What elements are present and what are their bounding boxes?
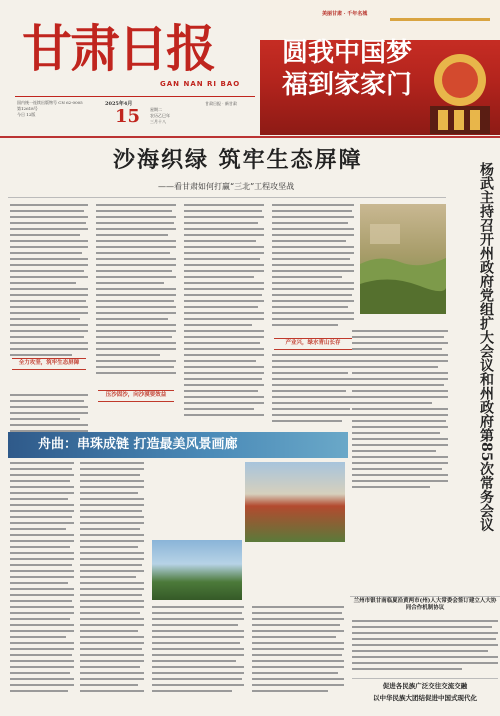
section-label	[98, 390, 174, 402]
story-headline: 以中华民族大团结促进中国式现代化	[373, 694, 477, 702]
lead-body-col	[272, 354, 354, 444]
lead-body-col	[10, 204, 88, 444]
site-name: 甘肃日报 · 新甘肃	[205, 101, 237, 106]
weekday: 星期二	[150, 107, 162, 112]
lunar-date: 农历乙巳年	[150, 113, 170, 118]
dateline-row	[15, 96, 255, 135]
story-headline: 促进各民族广泛交往交流交融	[382, 682, 468, 690]
lead-subhead: ——看甘肃如何打赢“三北”工程攻坚战	[158, 182, 295, 191]
section-label-text: 压沙固沙，向沙漠要效益	[105, 392, 167, 398]
paper-info-line: 今日 12版	[17, 112, 36, 117]
lantern-illustration	[420, 40, 500, 135]
section-label-text: 产业兴，绿水青山长存	[285, 340, 341, 346]
section-label-text: 全力攻坚，筑牢生态屏障	[18, 360, 80, 366]
banner-top-text: 美丽甘肃 · 千年名城	[322, 11, 368, 17]
feature-body	[10, 462, 146, 712]
feature-band	[8, 432, 348, 458]
section-label	[12, 358, 86, 370]
banner-sub-text: 福到家家门	[282, 70, 413, 100]
date-day: 15	[115, 106, 141, 127]
lead-body-col	[96, 204, 176, 384]
lead-photo	[360, 204, 446, 314]
banner-ad	[260, 0, 500, 135]
paper-info-line: 第12618号	[17, 106, 38, 111]
feature-band-headline: 舟曲：串珠成链 打造最美风景画廊	[38, 437, 238, 452]
masthead	[0, 0, 500, 140]
paper-info-line: 国内统一连续出版物号 CN 62-0005	[17, 100, 83, 105]
feature-photo	[245, 462, 345, 542]
lead-body-col	[272, 204, 354, 334]
newspaper-logo: 甘肃日报	[22, 19, 214, 78]
section-label	[274, 338, 352, 350]
feature-photo	[152, 540, 242, 600]
lunar-date: 三月十八	[150, 119, 166, 124]
banner-main-text: 圆我中国梦	[282, 38, 413, 68]
pinyin-title: GAN NAN RI BAO	[160, 80, 241, 88]
side-story-headline: 杨武主持召开州政府党组扩大会议和州政府第85次常务会议	[478, 162, 494, 532]
side-story	[452, 142, 500, 592]
lead-body-col	[184, 204, 264, 444]
lead-headline: 沙海织绿 筑牢生态屏障	[113, 147, 363, 173]
bottom-right-story	[352, 598, 498, 714]
date-year: 2025年4月	[105, 101, 133, 107]
story-headline: 兰州市银甘南临夏沿黄两市(州)人大常委会签订建立人大协同合作机制协议	[353, 598, 497, 611]
right-column-body	[352, 330, 448, 580]
feature-body	[152, 606, 344, 710]
